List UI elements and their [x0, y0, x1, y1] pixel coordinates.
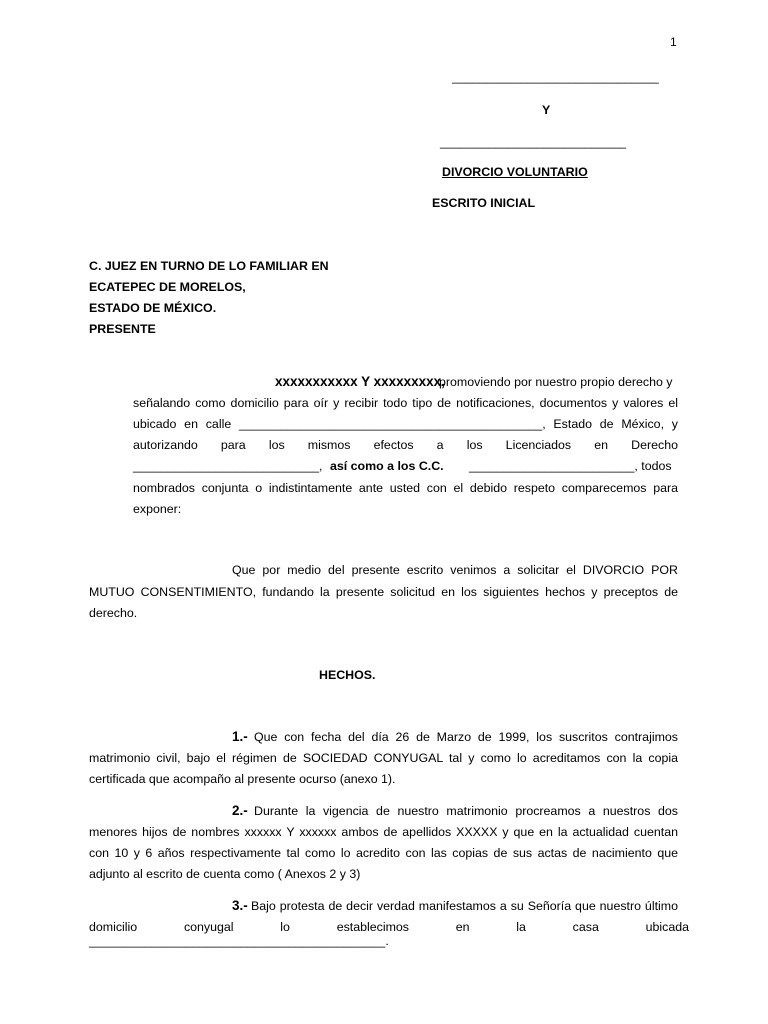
request-line-3: derecho.: [89, 606, 138, 620]
fact-number: 3.-: [232, 898, 248, 913]
document-type: ESCRITO INICIAL: [432, 196, 536, 210]
addressee-line: C. JUEZ EN TURNO DE LO FAMILIAR EN: [89, 259, 329, 273]
fact-line: Durante la vigencia de nuestro matrimonio procreamos a nuestros dos: [254, 804, 678, 818]
intro-text: promoviendo por nuestro propio derecho y: [439, 375, 673, 389]
addressee-line: PRESENTE: [89, 322, 156, 336]
fact-line: domicilio conyugal lo establecimos en la casa ubicada ___________________________________________.: [89, 920, 689, 948]
party-blank-line-1: ______________________________: [452, 70, 659, 84]
fact-line: Que con fecha del día 26 de Marzo de 1999, los suscritos contrajimos: [254, 730, 678, 744]
addressee-line: ESTADO DE MÉXICO.: [89, 301, 217, 315]
intro-line-1: [275, 374, 445, 389]
request-line-2: MUTUO CONSENTIMIENTO, fundando la presente solicitud en los siguientes hechos y preceptos de: [89, 585, 678, 599]
request-line-1: Que por medio del presente escrito venimos a solicitar el DIVORCIO POR: [232, 563, 678, 577]
intro-line-6: nombrados conjunta o indistintamente ante usted con el debido respeto comparecemos para: [133, 481, 678, 495]
fact-line: Bajo protesta de decir verdad manifestamos a su Señoría que nuestro último: [251, 899, 678, 913]
hechos-title: HECHOS.: [319, 668, 376, 682]
authorized-persons-label: así como a los C.C.: [330, 459, 444, 473]
fact-number: 1.-: [232, 729, 248, 744]
fact-line: adjunto al escrito de cuenta como ( Anexos 2 y 3): [89, 867, 361, 881]
petitioner-names: xxxxxxxxxxx Y xxxxxxxxx,: [275, 374, 445, 389]
intro-line-2: señalando como domicilio para oír y recibir todo tipo de notificaciones, documentos y valores el: [133, 396, 678, 410]
addressee-line: ECATEPEC DE MORELOS,: [89, 280, 246, 294]
intro-line-4: autorizando para los mismos efectos a los Licenciados en Derecho: [133, 438, 678, 452]
page-number: 1: [670, 35, 677, 49]
intro-line-7: exponer:: [133, 502, 182, 516]
intro-line-3: ubicado en calle ____________________________________________, Estado de México, y: [133, 417, 678, 431]
case-type: DIVORCIO VOLUNTARIO: [442, 165, 588, 179]
party-blank-line-2: ___________________________: [440, 135, 627, 149]
party-connector: Y: [542, 103, 551, 117]
authorized-persons-blank: ________________________, todos: [469, 459, 672, 473]
fact-line: matrimonio civil, bajo el régimen de SOCIEDAD CONYUGAL tal y como lo acreditamos con la copia: [89, 751, 678, 765]
intro-line-5: [133, 459, 323, 473]
lawyer-blank: ___________________________,: [133, 459, 323, 473]
fact-line: con 10 y 6 años respectivamente tal como lo acredito con las copias de sus actas de nacimiento que: [89, 846, 678, 860]
fact-number: 2.-: [232, 803, 248, 818]
fact-line: menores hijos de nombres xxxxxx Y xxxxxx ambos de apellidos XXXXX y que en la actualidad cuentan: [89, 825, 678, 839]
fact-line: certificada que acompaño al presente ocurso (anexo 1).: [89, 772, 396, 786]
